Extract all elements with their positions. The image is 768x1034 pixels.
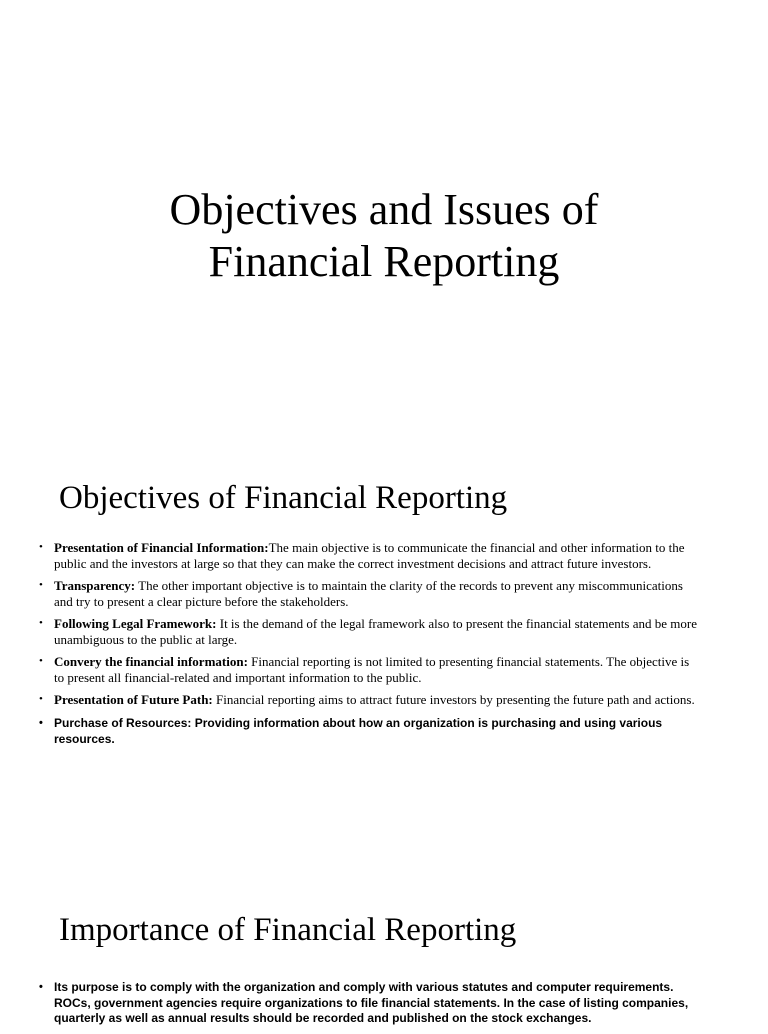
objective-item-presentation bbox=[39, 540, 699, 571]
objective-text: Financial reporting aims to attract future investors by presenting the future path and actions. bbox=[212, 692, 695, 707]
objective-text: Providing information about how an organization is purchasing and using various resources. bbox=[54, 715, 663, 746]
objective-text: The other important objective is to maintain the clarity of the records to prevent any miscommunications and try to present a clear picture before the stakeholders. bbox=[54, 578, 683, 609]
objective-item-purchase-resources bbox=[39, 715, 699, 747]
objective-item-convey-information bbox=[39, 654, 699, 685]
objective-text: It is the demand of the legal framework also to present the financial statements and be more unambiguous to the public at large. bbox=[54, 616, 697, 647]
bullet-icon: • bbox=[39, 617, 43, 629]
slide-title-line-1: Objectives and Issues of bbox=[169, 185, 599, 234]
slide-title-line-2: Financial Reporting bbox=[208, 237, 560, 286]
objective-item-future-path bbox=[39, 692, 699, 708]
bullet-icon: • bbox=[39, 579, 43, 591]
objective-text: The main objective is to communicate the financial and other information to the public and the investors at large so that they can make the correct investment decisions and attract future investors. bbox=[54, 540, 685, 571]
objective-item-legal-framework bbox=[39, 616, 699, 647]
objective-item-transparency bbox=[39, 578, 699, 609]
bullet-icon: • bbox=[39, 693, 43, 705]
importance-text: Its purpose is to comply with the organization and comply with various statutes and computer requirements. ROCs, government agencies require organizations to file financial statements. In the case of listing companies, quarterly as well as annual results should be recorded and published on the stock exchanges. bbox=[54, 980, 689, 1025]
bullet-icon: • bbox=[39, 981, 43, 993]
importance-list bbox=[39, 980, 699, 1034]
bullet-icon: • bbox=[39, 541, 43, 553]
objective-text: Financial reporting is not limited to presenting financial statements. The objective is to present all financial-related and important information to the public. bbox=[54, 654, 690, 685]
bullet-icon: • bbox=[39, 655, 43, 667]
objective-term: Presentation of Future Path: bbox=[54, 692, 213, 707]
objective-term: Purchase of Resources: bbox=[54, 715, 192, 730]
slide-title bbox=[0, 184, 768, 288]
objective-term: Following Legal Framework: bbox=[54, 616, 217, 631]
importance-heading: Importance of Financial Reporting bbox=[59, 912, 517, 948]
importance-item bbox=[39, 980, 699, 1027]
objectives-list bbox=[39, 540, 699, 754]
objective-term: Presentation of Financial Information: bbox=[54, 540, 269, 555]
bullet-icon: • bbox=[39, 716, 43, 729]
objectives-heading: Objectives of Financial Reporting bbox=[59, 480, 508, 516]
objective-term: Transparency: bbox=[54, 578, 136, 593]
objective-term: Convery the financial information: bbox=[54, 654, 248, 669]
